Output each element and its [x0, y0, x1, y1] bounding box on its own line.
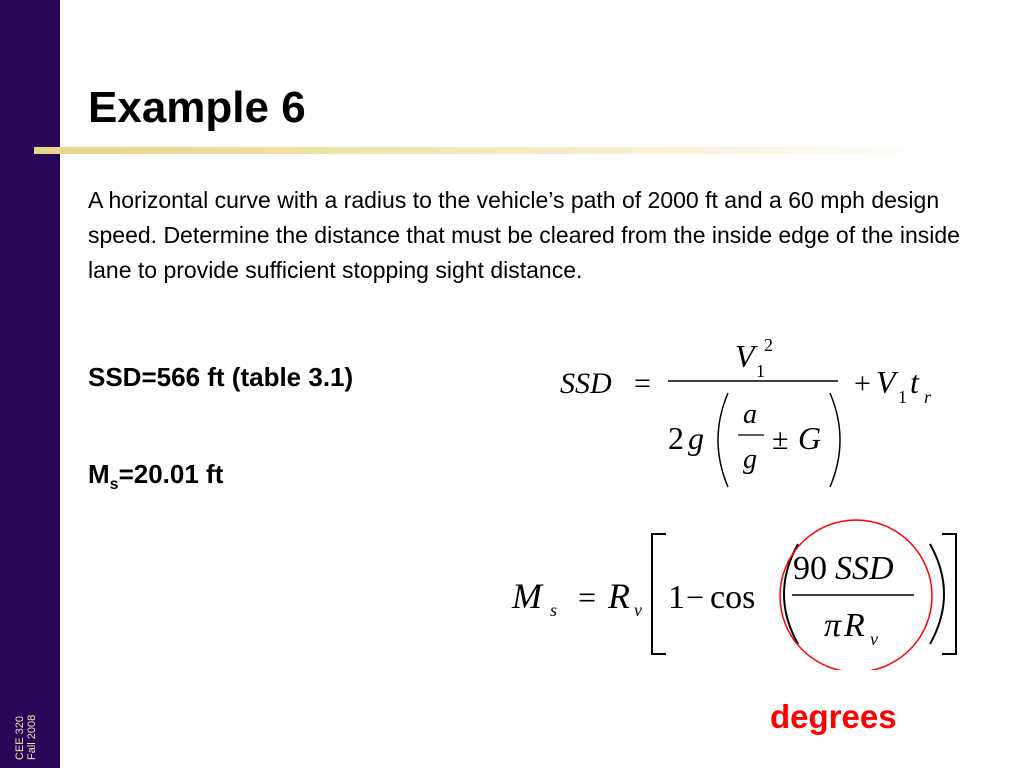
ms-value [88, 459, 223, 494]
eq2-num-ssd: SSD [835, 550, 894, 587]
eq1-num-v-sub: 1 [756, 361, 765, 381]
eq1-frac-a: a [743, 399, 757, 430]
eq1-plus: + [854, 367, 871, 400]
eq2-num-90: 90 [793, 550, 827, 587]
eq1-t: t [910, 364, 919, 400]
eq1-num-v: V [735, 338, 755, 374]
ms-subscript: s [109, 476, 119, 494]
eq2-cos: cos [710, 579, 756, 616]
eq1-v-sub: 1 [898, 387, 907, 407]
eq1-t-sub: r [924, 387, 932, 407]
title-underline [34, 147, 940, 154]
course-label [14, 700, 44, 760]
ssd-equation [540, 325, 970, 505]
eq1-v: V [876, 364, 896, 400]
eq2-r-sub: v [634, 600, 642, 620]
problem-statement: A horizontal curve with a radius to the vehicle’s path of 2000 ft and a 60 mph design speed. Determine the distance that must be cleared from the inside edge of the inside lane to provide sufficient stopping sight distance. [88, 187, 960, 283]
eq2-equals: = [578, 579, 597, 615]
ssd-value: SSD=566 ft (table 3.1) [88, 362, 354, 392]
eq2-minus: − [686, 579, 705, 615]
eq1-right-paren [830, 393, 840, 487]
eq2-r: R [608, 576, 630, 616]
eq1-lhs: SSD [560, 367, 612, 400]
eq2-m-sub: s [550, 600, 558, 620]
eq1-equals: = [634, 367, 651, 400]
ms-symbol: M [88, 459, 110, 489]
eq2-pi: π [824, 607, 842, 644]
eq2-den-r-sub: v [870, 629, 878, 649]
eq2-left-bracket [652, 534, 666, 654]
eq2-one: 1 [668, 579, 685, 616]
eq1-den-two: 2 [668, 420, 684, 456]
eq2-m: M [512, 576, 542, 616]
eq2-den-r: R [844, 607, 865, 644]
eq1-big-g: G [798, 420, 822, 456]
course-term: Fall 2008 [26, 714, 38, 760]
ms-equation [480, 500, 980, 670]
slide-title: Example 6 [88, 83, 306, 132]
sidebar [0, 0, 60, 768]
eq1-frac-g: g [743, 444, 757, 475]
eq1-num-v-sup: 2 [764, 335, 773, 355]
course-name: CEE 320 [14, 715, 26, 760]
eq1-left-paren [718, 393, 728, 487]
eq1-den-g: g [688, 420, 704, 456]
degrees-annotation: degrees [770, 698, 897, 735]
eq1-plus-minus: ± [772, 423, 789, 456]
ms-result: =20.01 ft [118, 459, 224, 489]
